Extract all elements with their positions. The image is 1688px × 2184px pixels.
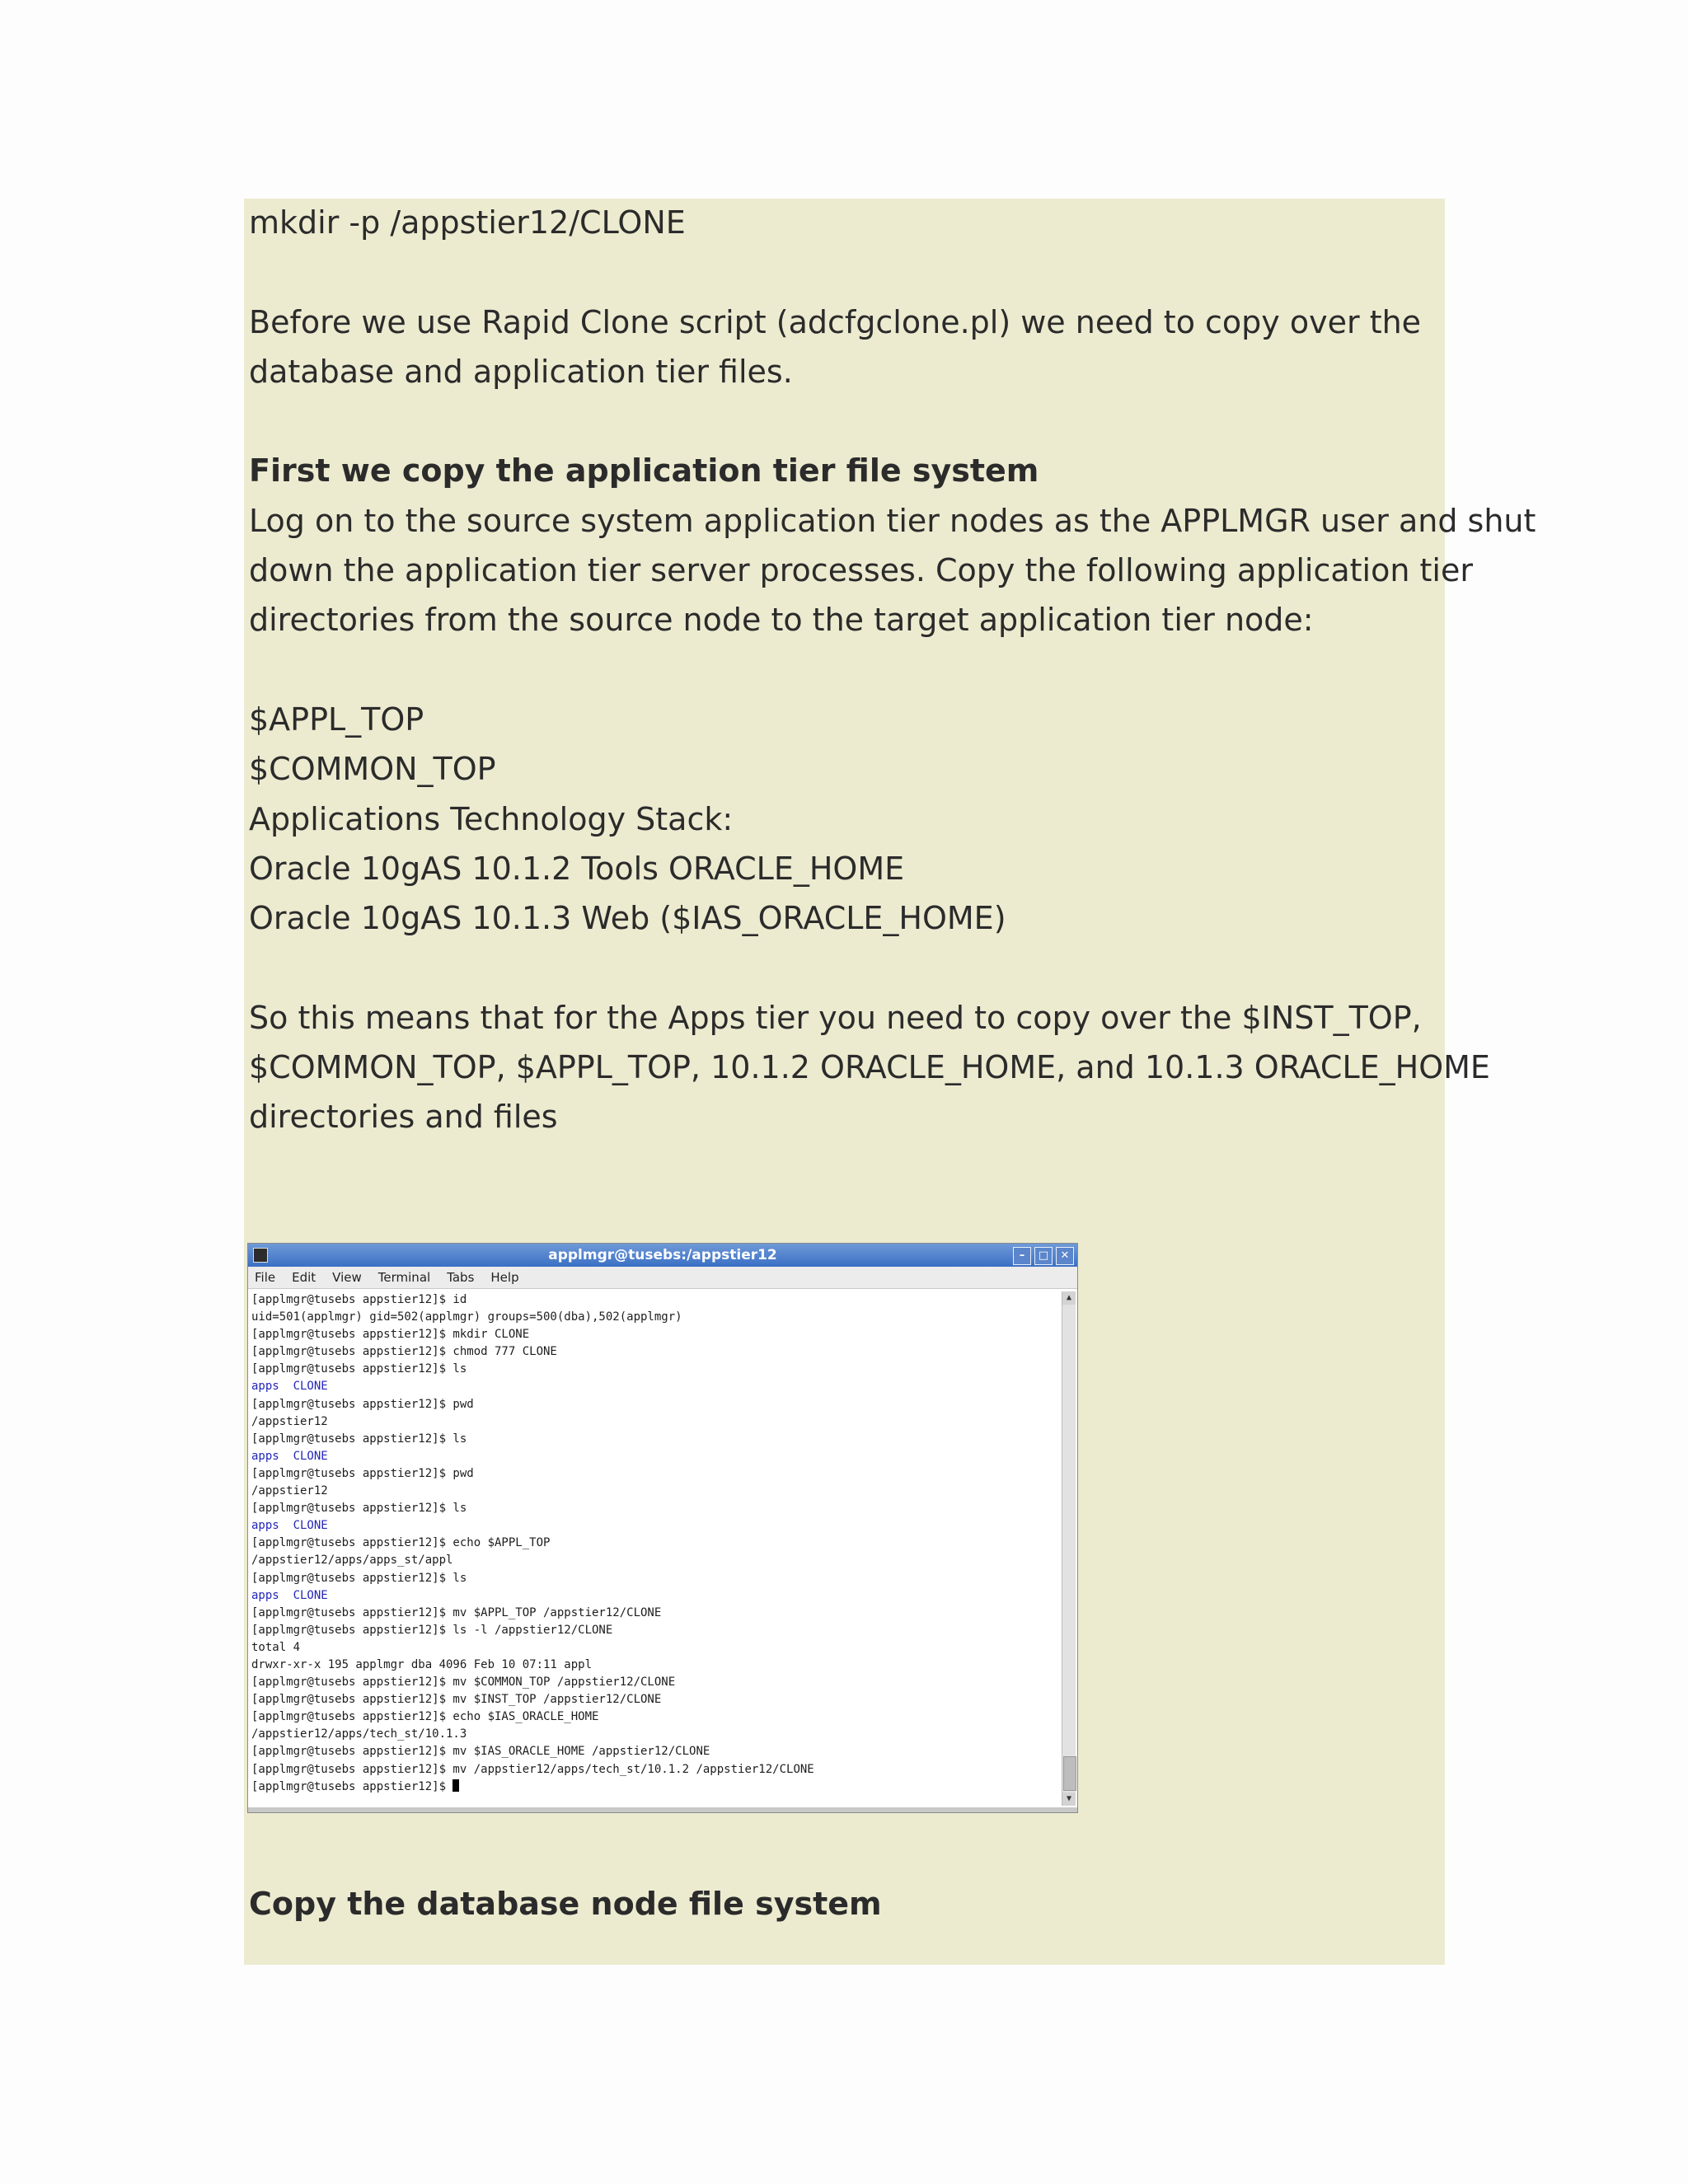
terminal-line: [applmgr@tusebs appstier12]$ mv $INST_TOP /appstier12/CLONE	[251, 1693, 662, 1707]
terminal-titlebar	[248, 1244, 1077, 1267]
menu-terminal[interactable]: Terminal	[377, 1270, 431, 1285]
terminal-line: [applmgr@tusebs appstier12]$ mv /appstier12/apps/tech_st/10.1.2 /appstier12/CLONE	[251, 1762, 814, 1776]
terminal-scrollbar[interactable]	[1062, 1291, 1076, 1806]
terminal-line: [applmgr@tusebs appstier12]$ mkdir CLONE	[251, 1328, 530, 1342]
terminal-output[interactable]	[248, 1290, 1061, 1807]
menu-file[interactable]: File	[255, 1270, 276, 1285]
terminal-line: [applmgr@tusebs appstier12]$ chmod 777 CLONE	[251, 1345, 557, 1359]
terminal-title: applmgr@tusebs:/appstier12	[548, 1247, 777, 1263]
terminal-line: uid=501(applmgr) gid=502(applmgr) groups=500(dba),502(applmgr)	[251, 1310, 682, 1324]
list-item-appl-top: $APPL_TOP	[249, 701, 424, 738]
paragraph-summary-3: directories and files	[249, 1099, 558, 1136]
terminal-line: [applmgr@tusebs appstier12]$ pwd	[251, 1397, 474, 1411]
terminal-line: apps CLONE	[251, 1380, 328, 1394]
terminal-line: [applmgr@tusebs appstier12]$ mv $APPL_TOP /appstier12/CLONE	[251, 1605, 662, 1619]
paragraph-logon-3: directories from the source node to the target application tier node:	[249, 602, 1314, 639]
terminal-line: [applmgr@tusebs appstier12]$ mv $IAS_ORACLE_HOME /appstier12/CLONE	[251, 1745, 710, 1759]
terminal-line: apps CLONE	[251, 1588, 328, 1602]
terminal-line: [applmgr@tusebs appstier12]$ ls	[251, 1432, 467, 1446]
paragraph-intro-1: Before we use Rapid Clone script (adcfgclone.pl) we need to copy over the	[249, 303, 1422, 340]
paragraph-intro-2: database and application tier files.	[249, 353, 793, 390]
heading-application-tier: First we copy the application tier file system	[249, 452, 1039, 490]
terminal-cursor	[452, 1779, 459, 1792]
blank-line	[249, 247, 1436, 297]
scroll-thumb[interactable]	[1063, 1756, 1076, 1791]
paragraph-logon-2: down the application tier server processes. Copy the following application tier	[249, 552, 1473, 589]
terminal-screenshot	[247, 1243, 1078, 1813]
scroll-down-icon[interactable]: ▼	[1062, 1793, 1076, 1806]
list-item-web-home: Oracle 10gAS 10.1.3 Web ($IAS_ORACLE_HOME)	[249, 900, 1006, 937]
terminal-line: [applmgr@tusebs appstier12]$ echo $APPL_TOP	[251, 1536, 551, 1550]
menu-edit[interactable]: Edit	[292, 1270, 316, 1285]
menu-view[interactable]: View	[332, 1270, 362, 1285]
terminal-bottom-edge	[248, 1807, 1077, 1812]
terminal-line: /appstier12	[251, 1484, 328, 1498]
terminal-line: [applmgr@tusebs appstier12]$ mv $COMMON_TOP /appstier12/CLONE	[251, 1675, 676, 1690]
terminal-line: apps CLONE	[251, 1449, 328, 1463]
document-footer	[249, 1879, 1436, 1929]
terminal-line: [applmgr@tusebs appstier12]$ id	[251, 1293, 467, 1306]
close-icon[interactable]: ✕	[1056, 1247, 1074, 1265]
terminal-line: /appstier12	[251, 1414, 328, 1428]
blank-line	[249, 645, 1436, 695]
blank-line	[249, 396, 1436, 446]
minimize-icon[interactable]: –	[1013, 1247, 1031, 1265]
terminal-line: total 4	[251, 1640, 301, 1654]
terminal-menubar	[248, 1267, 1077, 1289]
blank-line	[249, 943, 1436, 992]
terminal-line: /appstier12/apps/apps_st/appl	[251, 1554, 453, 1568]
terminal-line: [applmgr@tusebs appstier12]$ ls	[251, 1362, 467, 1376]
terminal-line: [applmgr@tusebs appstier12]$ ls	[251, 1571, 467, 1585]
terminal-line: [applmgr@tusebs appstier12]$ echo $IAS_ORACLE_HOME	[251, 1710, 599, 1724]
menu-help[interactable]: Help	[490, 1270, 519, 1285]
terminal-line: drwxr-xr-x 195 applmgr dba 4096 Feb 10 07:11 appl	[251, 1657, 593, 1671]
maximize-icon[interactable]: □	[1034, 1247, 1053, 1265]
list-item-tools-home: Oracle 10gAS 10.1.2 Tools ORACLE_HOME	[249, 850, 905, 887]
terminal-line: apps CLONE	[251, 1519, 328, 1533]
terminal-line: [applmgr@tusebs appstier12]$ pwd	[251, 1466, 474, 1480]
menu-tabs[interactable]: Tabs	[447, 1270, 475, 1285]
terminal-line: [applmgr@tusebs appstier12]$ ls	[251, 1502, 467, 1516]
command-mkdir: mkdir -p /appstier12/CLONE	[249, 204, 686, 241]
terminal-app-icon	[253, 1248, 268, 1263]
paragraph-summary-2: $COMMON_TOP, $APPL_TOP, 10.1.2 ORACLE_HOME, and 10.1.3 ORACLE_HOME	[249, 1049, 1490, 1086]
paragraph-logon-1: Log on to the source system application tier nodes as the APPLMGR user and shut	[249, 502, 1536, 539]
terminal-line: [applmgr@tusebs appstier12]$ ls -l /appstier12/CLONE	[251, 1623, 613, 1637]
heading-database-node: Copy the database node file system	[249, 1886, 882, 1922]
list-item-common-top: $COMMON_TOP	[249, 751, 496, 788]
list-item-tech-stack: Applications Technology Stack:	[249, 800, 734, 837]
scroll-up-icon[interactable]: ▲	[1062, 1291, 1076, 1305]
paragraph-summary-1: So this means that for the Apps tier you need to copy over the $INST_TOP,	[249, 999, 1422, 1036]
terminal-line: [applmgr@tusebs appstier12]$	[251, 1779, 1057, 1796]
terminal-line: /appstier12/apps/tech_st/10.1.3	[251, 1727, 467, 1741]
document-body	[249, 198, 1536, 1142]
